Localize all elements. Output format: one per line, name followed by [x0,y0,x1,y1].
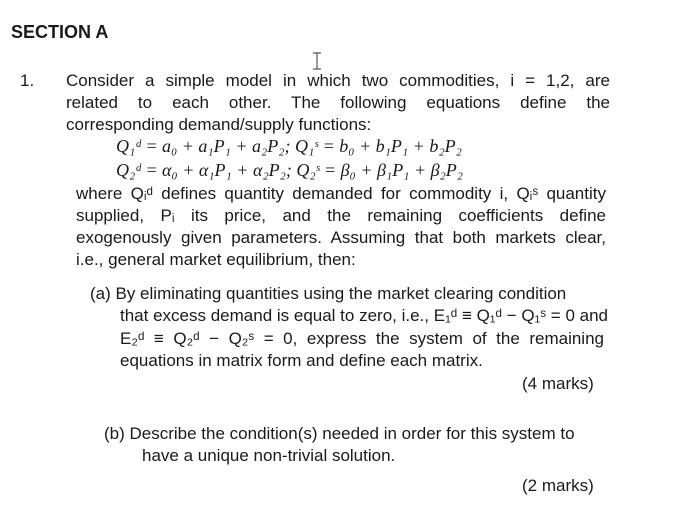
definition-line-1: where Qᵢᵈ defines quantity demanded for commodity i, Qᵢˢ quantity [76,184,606,203]
equation-commodity-2: Q₂ᵈ = α₀ + α₁P₁ + α₂P₂; Q₂ˢ = β₀ + β₁P₁ + β₂P₂ [116,160,464,180]
part-a-line-2: that excess demand is equal to zero, i.e., E₁ᵈ ≡ Q₁ᵈ − Q₁ˢ = 0 and [120,306,608,325]
question-line-1: Consider a simple model in which two commodities, i = 1,2, are [66,71,610,90]
part-b-line-1: (b) Describe the condition(s) needed in order for this system to [104,424,575,443]
part-b-marks: (2 marks) [522,476,594,495]
part-a-marks: (4 marks) [522,374,594,393]
definition-line-2: supplied, Pᵢ its price, and the remaining coefficients define [76,206,606,225]
part-b-line-2: have a unique non-trivial solution. [142,446,396,465]
part-a-line-1: (a) By eliminating quantities using the market clearing condition [90,284,567,303]
section-title: SECTION A [11,22,109,42]
question-number: 1. [20,71,35,90]
question-line-3: corresponding demand/supply functions: [66,115,372,134]
equation-commodity-1: Q₁ᵈ = a₀ + a₁P₁ + a₂P₂; Q₁ˢ = b₀ + b₁P₁ + b₂P₂ [116,136,462,156]
part-a-line-3: E₂ᵈ ≡ Q₂ᵈ − Q₂ˢ = 0, express the system of the remaining [120,329,604,348]
definition-line-3: exogenously given parameters. Assuming that both markets clear, [76,228,606,247]
question-line-2: related to each other. The following equations define the [66,93,610,112]
text-cursor-icon [312,52,322,70]
definition-line-4: i.e., general market equilibrium, then: [76,250,356,269]
part-a-line-4: equations in matrix form and define each matrix. [120,351,483,370]
